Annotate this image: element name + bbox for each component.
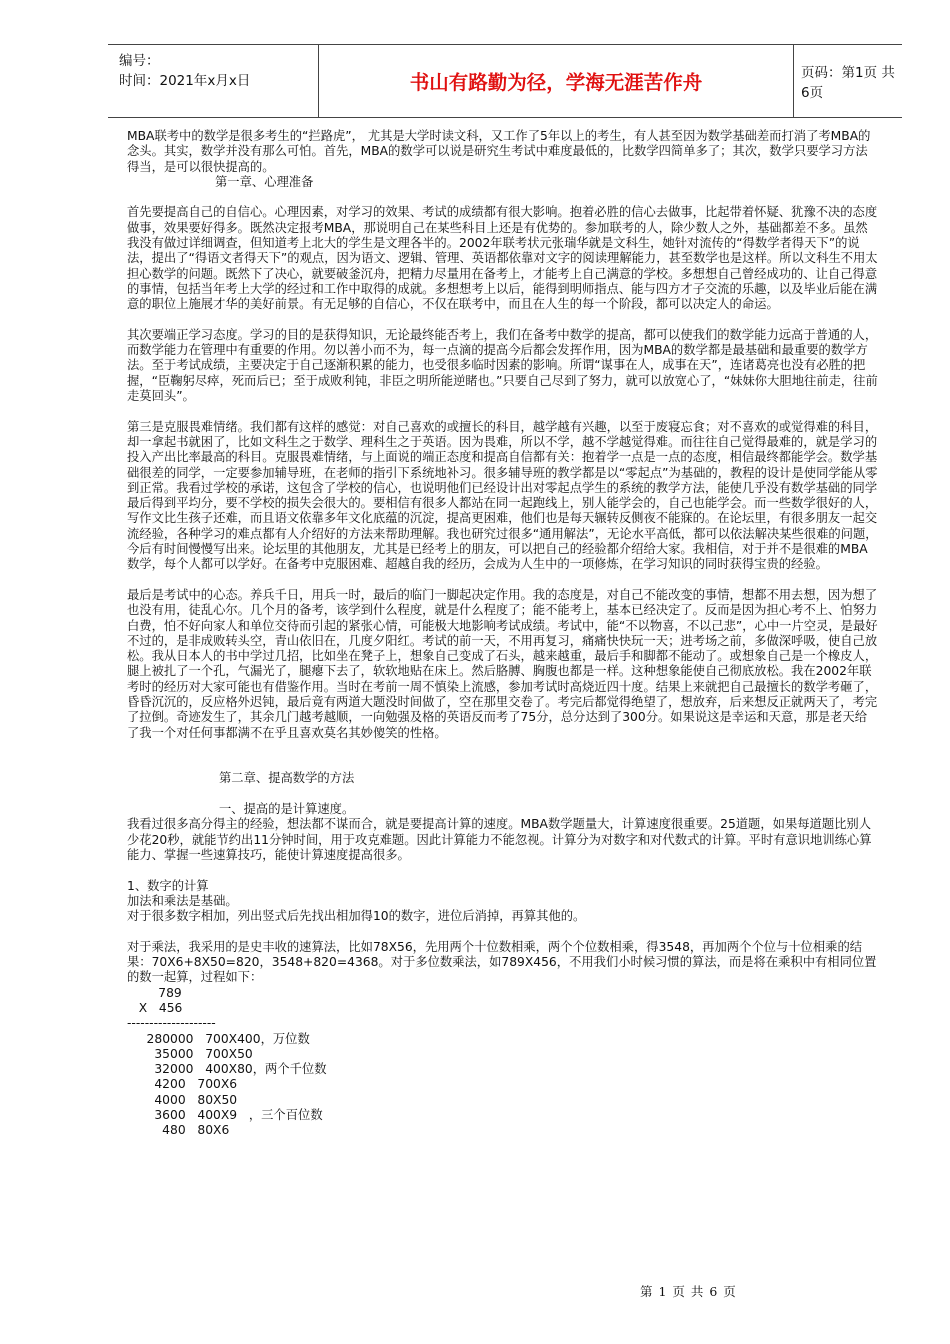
calc-line: X 456 <box>127 1000 183 1015</box>
calc-line: 789 <box>127 985 182 1000</box>
calc-line: 35000 700X50 <box>127 1046 253 1061</box>
subsection-line-a: 加法和乘法是基础。 <box>127 893 238 908</box>
header-meta <box>108 45 318 117</box>
chapter-1-title: 第一章、心理准备 <box>215 174 314 189</box>
calc-line: 32000 400X80，两个千位数 <box>127 1062 327 1077</box>
calc-line: 4200 700X6 <box>127 1077 238 1092</box>
paragraph-speed: 我看过很多高分得主的经验，想法都不谋而合，就是要提高计算的速度。MBA数学题量大，计算速度很重要。25道题，如果每道题比别人少花20秒，就能节约出11分钟时间，用于攻克难题。因此计算能力不能忽视。计算分为对数字和对代数式的计算。平时有意识地训练心算能力、掌握一些速算技巧，能使计算速度提高很多。 <box>127 817 872 862</box>
calc-line: -------------------- <box>127 1016 216 1031</box>
chapter-2-title: 第二章、提高数学的方法 <box>219 771 355 786</box>
page-header <box>108 44 902 118</box>
header-page-label: 页码：第1页 共6页 <box>801 65 895 101</box>
subsection-line-b: 对于很多数字相加，列出竖式后先找出相加得10的数字，进位后消掉，再算其他的。 <box>127 909 586 924</box>
header-motto: 书山有路勤为径，学海无涯苦作舟 <box>318 45 794 117</box>
doc-time-label: 时间：2021年x月x日 <box>119 73 251 89</box>
paragraph-attitude: 其次要端正学习态度。学习的目的是获得知识，无论最终能否考上，我们在备考中数学的提高，都可以使我们的数学能力远高于普通的人，而数学能力在管理中有重要的作用。勿以善小而不为，每一点滴的提高今后都会发挥作用，因为MBA的数学都是最基础和最重要的数学方法。至于考试成绩，主要决定于自己逐渐积累的能力，也受很多临时因素的影响。所谓“谋事在人，成事在天”，连诸葛亮也没有必胜的把握，“臣鞠躬尽瘁，死而后已；至于成败利钝，非臣之明所能逆睹也。”只要自己尽到了努力，就可以放宽心了，“妹妹你大胆地往前走，往前走莫回头”。 <box>127 327 878 404</box>
subsection-numbers-title: 1、数字的计算 <box>127 878 209 893</box>
intro-paragraph: MBA联考中的数学是很多考生的“拦路虎”， 尤其是大学时读文科，又工作了5年以上的考生，有人甚至因为数学基础差而打消了考MBA的念头。其实，数学并没有那么可怕。首先，MBA的数学可以说是研究生考试中难度最低的，比数学四简单多了；其次，数学只要学习方法得当，是可以很快提高的。 <box>127 129 871 174</box>
calc-line: 480 80X6 <box>127 1123 230 1138</box>
section-1-title: 一、提高的是计算速度。 <box>219 802 355 817</box>
page-footer: 第 1 页 共 6 页 <box>640 1284 737 1299</box>
calc-line: 4000 80X50 <box>127 1092 238 1107</box>
paragraph-multiplication: 对于乘法，我采用的是史丰收的速算法，比如78X56，先用两个十位数相乘，两个个位数相乘，得3548，再加两个个位与十位相乘的结果：70X6+8X50=820，3548+820=4368。对于多位数乘法，如789X456，不用我们小时候习惯的算法，而是将在乘积中有相同位置的数一起算，过程如下： <box>127 939 877 985</box>
document-body <box>127 129 879 1139</box>
calc-line: 280000 700X400，万位数 <box>127 1031 310 1046</box>
paragraph-fear: 第三是克服畏难情绪。我们都有这样的感觉：对自己喜欢的或擅长的科目，越学越有兴趣，以至于废寝忘食；对不喜欢的或觉得难的科目，却一拿起书就困了，比如文科生之于数学、理科生之于英语。因为畏难，所以不学，越不学越觉得难。而往往自己觉得最难的，就是学习的投入产出比率最高的科目。克服畏难情绪，与上面说的端正态度和提高自信都有关：抱着学一点是一点的态度，相信最终都能学会。数学基础很差的同学，一定要参加辅导班，在老师的指引下系统地补习。很多辅导班的教学都是以“零起点”为基础的，教程的设计是使同学能从零到正常。我看过学校的承诺，这包含了学校的信心，也说明他们已经设计出对零起点学生的系统的教学方法，能使几乎没有数学基础的同学最后得到平均分，要不学校的损失会很大的。要相信有很多人都站在同一起跑线上，别人能学会的，自己也能学会。而一些数学很好的人，写作文比生孩子还难，而且语文依靠多年文化底蕴的沉淀，提高更困难，他们也是每天辗转反侧夜不能寐的。在论坛里，有很多朋友一起交流经验，各种学习的难点都有人介绍好的方法来帮助理解。我也研究过很多“通用解法”，无论水平高低，都可以依法解决某些很难的问题，今后有时间慢慢写出来。论坛里的其他朋友，尤其是已经考上的朋友，可以把自己的经验都介绍给大家。我相信，对于并不是很难的MBA数学，每个人都可以学好。在备考中克服困难、超越自我的经历，会成为人生中的一项修炼，在学习知识的同时获得宝贵的经验。 <box>127 419 878 572</box>
paragraph-confidence: 首先要提高自己的自信心。心理因素，对学习的效果、考试的成绩都有很大影响。抱着必胜的信心去做事，比起带着怀疑、犹豫不决的态度做事，效果要好得多。既然决定报考MBA，那说明自己在某些科目上还是有优势的。参加联考的人，除少数人之外，基础都差不多。虽然我没有做过详细调查，但知道考上北大的学生是文理各半的。2002年联考状元张瑞华就是文科生，她针对流传的“得数学者得天下”的说法，提出了“得语文者得天下”的观点，因为语文、逻辑、管理、英语都依靠对文字的阅读理解能力，甚至数学也是这样。所以文科生不用太担心数学的问题。既然下了决心，就要破釜沉舟，把精力尽量用在备考上，才能考上自己满意的学校。多想想自己曾经成功的、让自己得意的事情，包括当年考上大学的经过和工作中取得的成就。多想想考上以后，能得到明师指点、能与四方才子交流的乐趣，以及毕业后能在满意的职位上施展才华的美好前景。有无足够的自信心，不仅在联考中，而且在人生的每一个阶段，都可以决定人的命运。 <box>127 205 878 312</box>
paragraph-exam-mindset: 最后是考试中的心态。养兵千日，用兵一时，最后的临门一脚起决定作用。我的态度是，对自己不能改变的事情，想都不用去想，因为想了也没有用，徒乱心尔。几个月的备考，该学到什么程度，就是什么程度了；能不能考上，基本已经决定了。反而是因为担心考不上、怕努力白费，怕不好向家人和单位交待而引起的紧张心情，可能极大地影响考试成绩。考试中，能“不以物喜，不以己悲”，心中一片空灵，是最好不过的，是非成败转头空，青山依旧在，几度夕阳红。考试的前一天，不用再复习，痛痛快快玩一天；进考场之前，多做深呼吸，使自己放松。我从日本人的书中学过几招，比如坐在凳子上，想象自己变成了石头，越来越重，最后手和脚都不能动了。或想象自己是一个橡皮人，腿上被扎了一个孔，气漏光了，腿瘪下去了，软软地贴在床上。然后胳膊、胸腹也都是一样。这种想象能使自己彻底放松。我在2002年联考时的经历对大家可能也有借鉴作用。当时在考前一周不慎染上流感，参加考试时高烧近四十度。结果上来就把自己最擅长的数学考砸了，昏昏沉沉的，反应格外迟钝，最后竟有两道大题没时间做了，空在那里交卷了。考完后都觉得绝望了，想放弃，后来想反正就两天了，考完了拉倒。奇迹发生了，其余几门越考越顺，一向勉强及格的英语反而考了75分，总分达到了300分。如果说这是幸运和天意，那是老天给了我一个对任何事都满不在乎且喜欢莫名其妙傻笑的性格。 <box>127 587 878 740</box>
doc-number-label: 编号： <box>119 53 160 69</box>
calc-line: 3600 400X9 ，三个百位数 <box>127 1108 323 1122</box>
calc-block <box>127 986 879 1139</box>
